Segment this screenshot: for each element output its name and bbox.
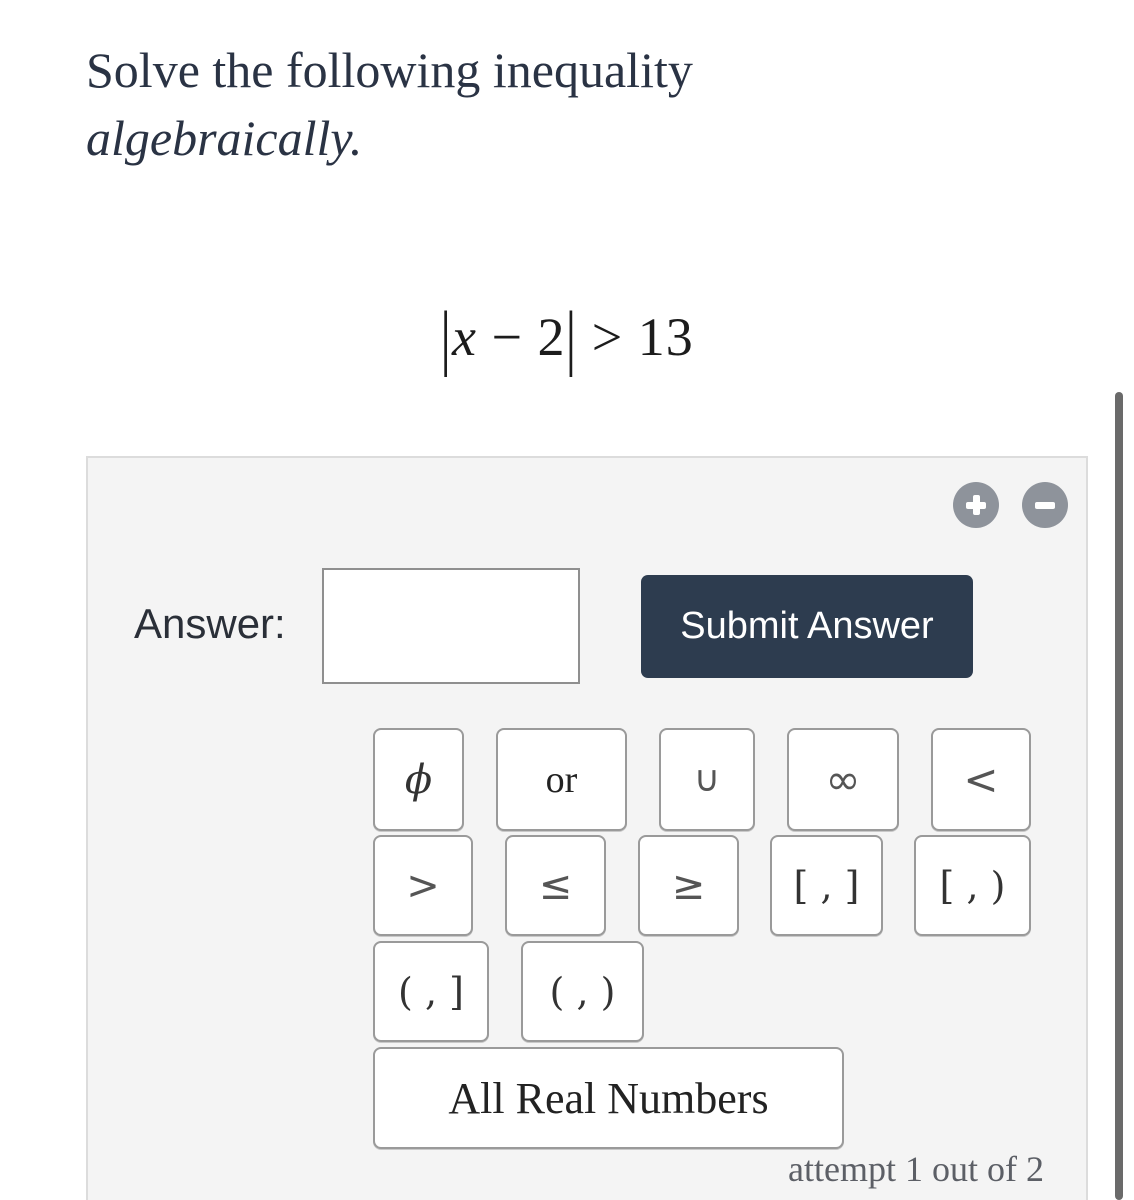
- key-union[interactable]: ∪: [659, 728, 755, 831]
- key-closed-open-interval[interactable]: [ , ): [914, 835, 1031, 936]
- equation-rhs: > 13: [577, 307, 694, 367]
- key-or[interactable]: or: [496, 728, 627, 831]
- key-less-equal[interactable]: ≤: [505, 835, 606, 936]
- question-line-2: algebraically.: [86, 110, 363, 166]
- answer-label: Answer:: [134, 600, 286, 647]
- equation-operation: − 2: [477, 307, 566, 367]
- key-open-open-interval[interactable]: ( , ): [521, 941, 644, 1042]
- submit-answer-button[interactable]: Submit Answer: [641, 575, 973, 678]
- inequality-expression: [0, 296, 1134, 378]
- answer-input[interactable]: [322, 568, 580, 684]
- key-open-closed-interval[interactable]: ( , ]: [373, 941, 489, 1042]
- key-phi[interactable]: ϕ: [373, 728, 464, 831]
- key-infinity[interactable]: ∞: [787, 728, 899, 831]
- question-prompt: [86, 36, 693, 172]
- attempt-counter: attempt 1 out of 2: [788, 1149, 1044, 1189]
- equation-variable: x: [452, 307, 478, 367]
- key-closed-closed-interval[interactable]: [ , ]: [770, 835, 883, 936]
- key-greater-than[interactable]: >: [373, 835, 473, 936]
- key-greater-equal[interactable]: ≥: [638, 835, 739, 936]
- plus-circle-icon[interactable]: [953, 482, 999, 528]
- key-less-than[interactable]: <: [931, 728, 1031, 831]
- key-all-real-numbers[interactable]: All Real Numbers: [373, 1047, 844, 1149]
- abs-bar-left: |: [440, 296, 453, 378]
- scrollbar[interactable]: [1115, 392, 1123, 1200]
- question-line-1: Solve the following inequality: [86, 42, 693, 98]
- minus-circle-icon[interactable]: [1022, 482, 1068, 528]
- abs-bar-right: |: [565, 296, 578, 378]
